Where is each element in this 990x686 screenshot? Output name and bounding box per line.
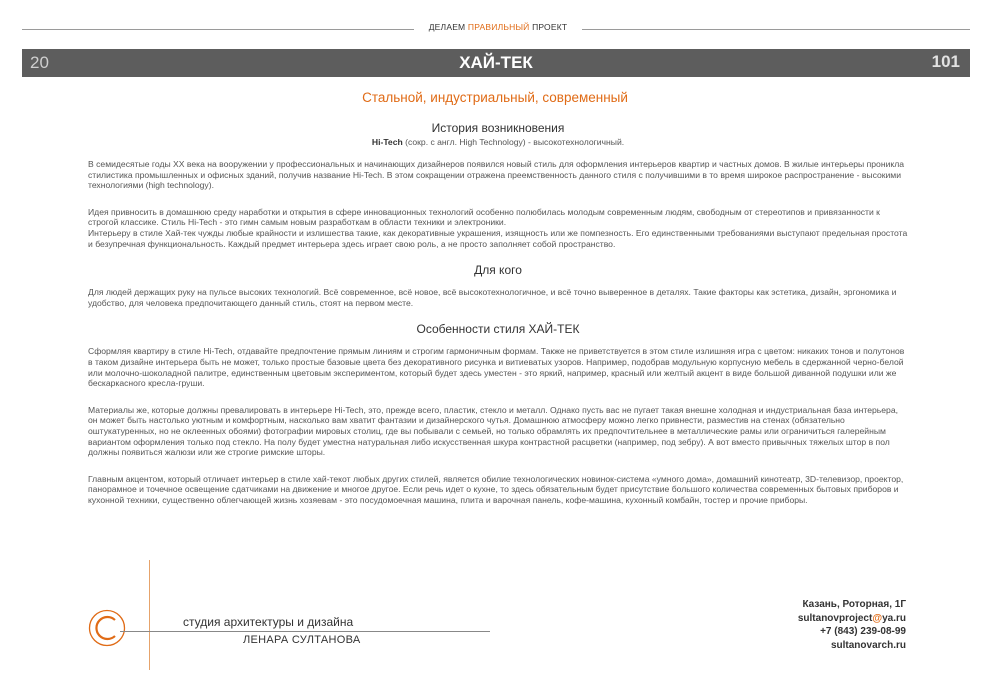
tagline-part2: ПРОЕКТ	[532, 22, 568, 32]
contact-site[interactable]: sultanovarch.ru	[830, 639, 906, 651]
studio-owner-name: ЛЕНАРА СУЛТАНОВА	[243, 634, 361, 646]
email-domain: ya.ru	[882, 612, 906, 624]
footer-rule	[120, 631, 490, 632]
history-paragraph-1: В семидесятые годы XX века на вооружении у профессиональных и начинающих дизайнеров появился новый стиль для оформления интерьеров квартир и частных домов. В жилые интерьеры проникла стилистика промышленных и офисных зданий, получив название Hi-Tech. В этом сокращении отражена преемственность данного стиля с получившими в то время широкое распространение - высокими технологиями (high technology).	[88, 159, 905, 191]
top-rule-left	[22, 29, 414, 30]
main-content	[88, 119, 908, 505]
for-whom-paragraph: Для людей держащих руку на пульсе высоких технологий. Всё современное, всё новое, всё высокотехнологичное, и всё точно выверенное в деталях. Такие факторы как эстетика, дизайн, эргономика и удобство, для человека предпочитающего данный стиль, стоят на первом месте.	[88, 287, 897, 308]
studio-logo-icon	[88, 609, 126, 647]
contact-address: Казань, Роторная, 1Г	[802, 599, 906, 610]
page-number-left: 20	[30, 53, 49, 72]
history-paragraph-2b: Интерьеру в стиле Хай-тек чужды любые крайности и излишества такие, как декоративные украшения, изящность или же помпезность. Его единственными требованиями выступают предельная простота и безупречная функциональность. Каждый предмет интерьера здесь играет свою роль, а не просто заполняет собой пространство.	[88, 227, 908, 249]
features-paragraph-1: Сформляя квартиру в стиле Hi-Tech, отдавайте предпочтение прямым линиям и строгим гармоничным формам. Также не приветствуется в этом стиле излишняя игра с цветом: никаких тонов и полутонов в таком дизайне интерьера быть не может, только простые базовые цвета без декоративного рисунка и витиеватых узоров. Например, подобрав модульную корпусную мебель в сдержанной черно-белой или молочно-шоколадной палитре, единственным цветовым экспериментом, который будет здесь уместен - это яркий, например, красный или желтый акцент в виде большой диванной подушки или же бескаркасного кресла-груши.	[88, 346, 905, 389]
email-user: sultanovproject	[797, 612, 873, 624]
email-at: @	[872, 612, 883, 624]
tagline-accent: ПРАВИЛЬНЫЙ	[467, 22, 530, 32]
features-paragraph-2: Материалы же, которые должны превалировать в интерьере Hi-Tech, это, прежде всего, пластик, стекло и металл. Однако пусть вас не пугает такая внешне холодная и индустриальная база интерьера, он может быть настолько уютным и комфортным, насколько вам хватит фантазии и дизайнерского чутья. Домашнюю атмосферу можно легко привнести, разместив на стенах (обязательно оштукатуренных, но не оклеенных обоями) фотографии мировых столиц, где вы побывали с семьей, но только обрамлять их предпочтительнее в металлические рамы или ограничиться галерейным вариантом оформления только под стекло. На полу будет уместна натуральная либо искусственная шкура контрастной расцветки (например, под зебру). А вот вместо привычных тяжелых штор в пол должны появиться жалюзи или же строгие римские шторы.	[88, 404, 899, 458]
studio-label: студия архитектуры и дизайна	[183, 615, 354, 629]
heading-history: История возникновения	[431, 121, 565, 135]
header-bar	[22, 49, 970, 77]
hint-term: Hi-Tech	[371, 137, 403, 147]
page-title: ХАЙ-ТЕК	[459, 53, 533, 72]
footer-accent-line	[149, 560, 150, 670]
page-subtitle: Стальной, индустриальный, современный	[362, 90, 628, 105]
tagline	[414, 22, 582, 32]
contacts-block	[798, 598, 906, 652]
heading-features: Особенности стиля ХАЙ-ТЕК	[416, 322, 580, 337]
contact-email[interactable]	[798, 612, 906, 626]
history-paragraph-2a: Идея привносить в домашнюю среду наработки и открытия в сфере инновационных технологий особенно полюбилась молодым современным людям, свободным от стереотипов и привязанности к строгой классике. Стиль Hi-Tech - это гимн самым новым разработкам в области техники и электроники.	[88, 206, 880, 228]
tagline-part1: ДЕЛАЕМ	[428, 22, 466, 32]
heading-for-whom: Для кого	[474, 263, 522, 278]
top-rule-right	[582, 29, 970, 30]
features-paragraph-3: Главным акцентом, который отличает интерьер в стиле хай-текот любых других стилей, является обилие технологических новинок-система «умного дома», домашний кинотеатр, 3D-телевизор, проектор, панорамное и точечное освещение сдатчиками на движение и многое другое. Если речь идет о кухне, то здесь обязательным будет присутствие большого количества современных бытовых приборов и кухонной техники, существенно облегчающей жизнь хозяевам - это посудомоечная машина, плита и варочная панель, кофе-машина, кухонный комбайн, тостер и прочие приборы.	[88, 473, 904, 505]
contact-phone: +7 (843) 239-08-99	[820, 626, 906, 637]
hint-text: (сокр. с англ. High Technology) - высокотехнологичный.	[402, 137, 625, 147]
page-number-right: 101	[931, 52, 960, 71]
history-hint	[88, 137, 908, 147]
